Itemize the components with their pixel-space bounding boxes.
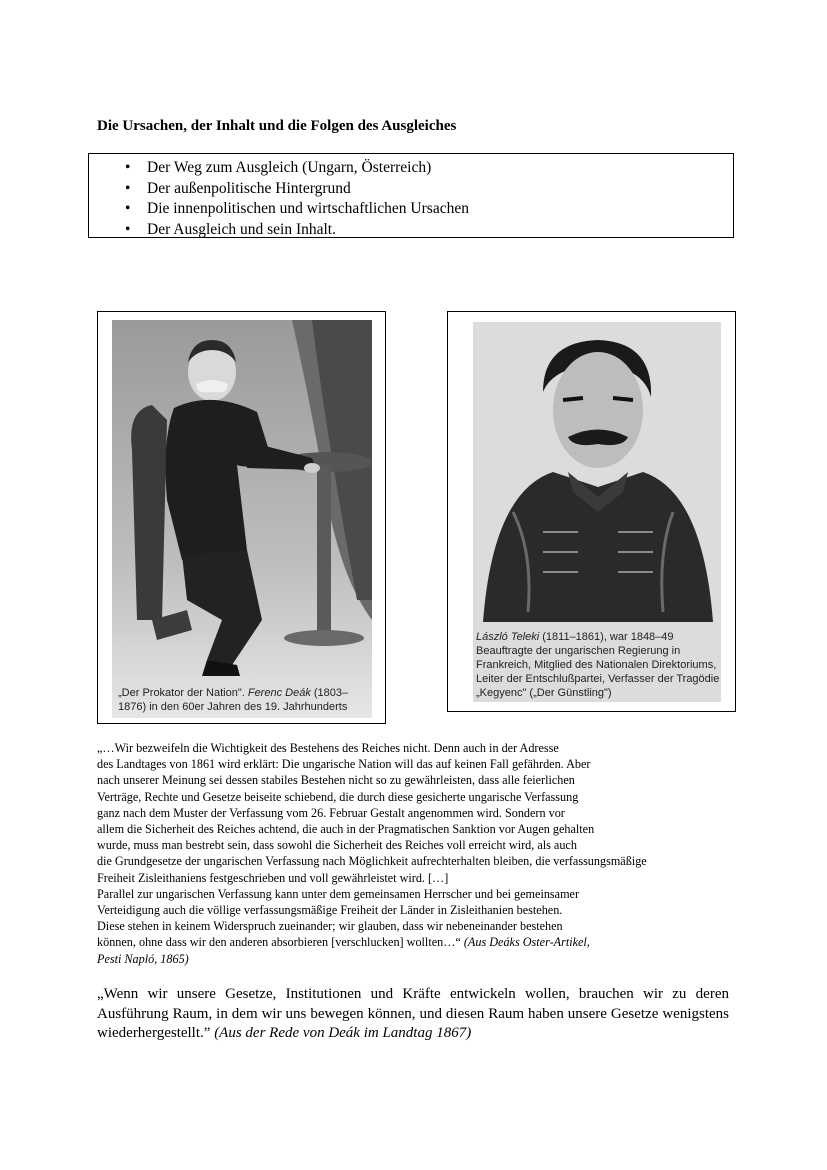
caption-deak-pre: „Der Prokator der Nation". [118,687,248,699]
topic-box [88,153,734,238]
photo-deak-frame [97,311,386,724]
photo-deak [112,320,372,718]
quote1-source: (Aus Deáks Oster-Artikel, Pesti Napló, 1865) [97,935,590,966]
caption-deak-post: (1803–1876) in den 60er Jahren des 19. Jahrhunderts [118,687,349,713]
page-title: Die Ursachen, der Inhalt und die Folgen des Ausgleiches [97,118,457,134]
photo-deak-caption [118,686,368,714]
quote-deak-landtag [97,985,729,1044]
caption-teleki-name: László Teleki [476,631,540,643]
quote2-source: (Aus der Rede von Deák im Landtag 1867) [214,1025,472,1041]
photo-teleki-frame [447,311,736,712]
caption-teleki-post: (1811–1861), war 1848–49 Beauftragte der ungarischen Regierung in Frankreich, Mitglied des Nationalen Direktoriums, Leiter der Entschlußpartei, Verfasser der Tragödie „Kegyenc" („Der Günstling") [476,631,720,699]
topic-item: • Der Weg zum Ausgleich (Ungarn, Österreich) [125,158,469,179]
quote1-text: „…Wir bezweifeln die Wichtigkeit des Bestehens des Reiches nicht. Denn auch in der Adresse des Landtages von 1861 wird erklärt: Die ungarische Nation will das auf keinen Fall gefährden. Aber nach unserer Meinung sei dessen stabiles Bestehen nicht so zu gewährleisten, dass alle feierlichen Verträge, Rechte und Gesetze beiseite schiebend, die durch diese gesicherte ungarische Verfassung ganz nach dem Muster der Verfassung vom 26. Februar Gestalt angenommen wird. Sondern vor allem die Sicherheit des Reiches achtend, die auch in der Pragmatischen Sanktion vor Augen gehalten wurde, muss man bestrebt sein, dass sowohl die Sicherheit des Reiches voll erreicht wird, als auch die Grundgesetze der ungarischen Verfassung nach Möglichkeit aufrechterhalten bleiben, die verfassungsmäßige Freiheit Zisleithaniens festgeschrieben und voll gewährleistet wird. […] Parallel zur ungarischen Verfassung kann unter dem gemeinsamen Herrscher und bei gemeinsamer Verteidigung auch die völlige verfassungsmäßige Freiheit der Länder in Zisleithanien bestehen. Diese stehen in keinem Widerspruch zueinander; wir glauben, dass wir nebeneinander bestehen können, ohne dass wir den anderen absorbieren [verschlucken] wollten…“ [97,741,647,950]
portrait-deak-image [112,320,372,718]
topic-item: • Die innenpolitischen und wirtschaftlichen Ursachen [125,199,469,220]
quote-deak-oster-artikel [97,740,747,967]
quote2-text: „Wenn wir unsere Gesetze, Institutionen und Kräfte entwickeln wollen, brauchen wir zu deren Ausführung Raum, in dem wir uns bewegen können, und diesen Raum haben unsere Gesetze wenigstens wiederhergestellt.” [97,986,729,1041]
photo-teleki [473,322,721,702]
topic-item: • Der außenpolitische Hintergrund [125,179,469,200]
topic-list [125,158,469,240]
caption-deak-name: Ferenc Deák [247,687,311,699]
photo-teleki-caption [476,630,720,700]
topic-item: • Der Ausgleich und sein Inhalt. [125,220,469,241]
